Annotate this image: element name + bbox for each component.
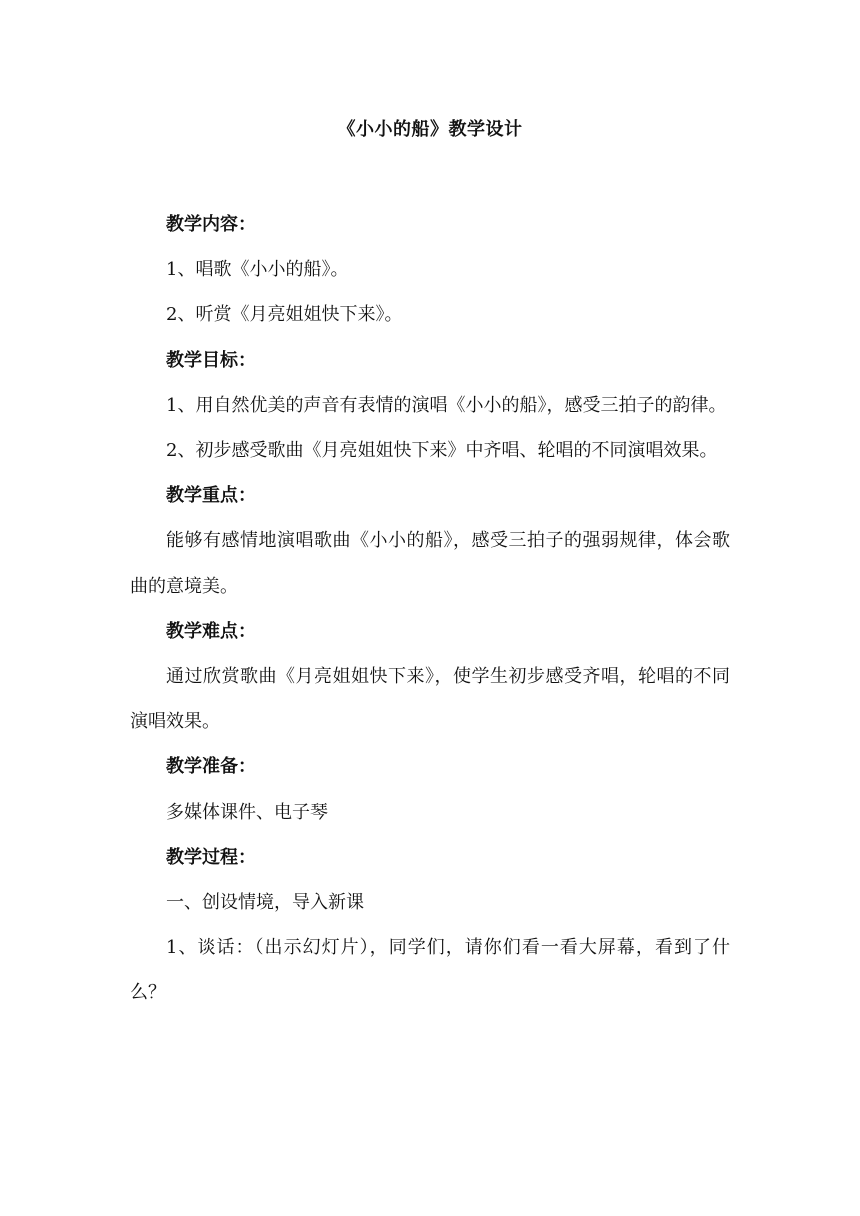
preparation-text: 多媒体课件、电子琴 bbox=[166, 801, 328, 823]
key-points-heading: 教学重点： bbox=[166, 485, 256, 507]
content-item: 2、听赏《月亮姐姐快下来》。 bbox=[166, 304, 403, 326]
preparation-heading: 教学准备： bbox=[166, 756, 256, 778]
difficulties-text: 通过欣赏歌曲《月亮姐姐快下来》，使学生初步感受齐唱，轮唱的不同演唱效果。 bbox=[130, 666, 730, 733]
process-heading: 教学过程： bbox=[166, 846, 256, 868]
difficulties-heading: 教学难点： bbox=[166, 620, 256, 642]
key-points-text: 能够有感情地演唱歌曲《小小的船》，感受三拍子的强弱规律，体会歌曲的意境美。 bbox=[130, 530, 730, 597]
objective-item: 2、初步感受歌曲《月亮姐姐快下来》中齐唱、轮唱的不同演唱效果。 bbox=[166, 440, 718, 462]
content-item: 1、唱歌《小小的船》。 bbox=[166, 259, 349, 281]
process-step: 1、谈话：（出示幻灯片），同学们，请你们看一看大屏幕，看到了什么？ bbox=[130, 937, 730, 1004]
process-section: 一、创设情境，导入新课 bbox=[166, 892, 364, 914]
content-heading: 教学内容： bbox=[166, 214, 256, 235]
document-body bbox=[130, 202, 730, 1016]
objectives-heading: 教学目标： bbox=[166, 349, 256, 371]
document-title: 《小小的船》教学设计 bbox=[337, 119, 523, 140]
objective-item: 1、用自然优美的声音有表情的演唱《小小的船》，感受三拍子的韵律。 bbox=[166, 394, 727, 416]
